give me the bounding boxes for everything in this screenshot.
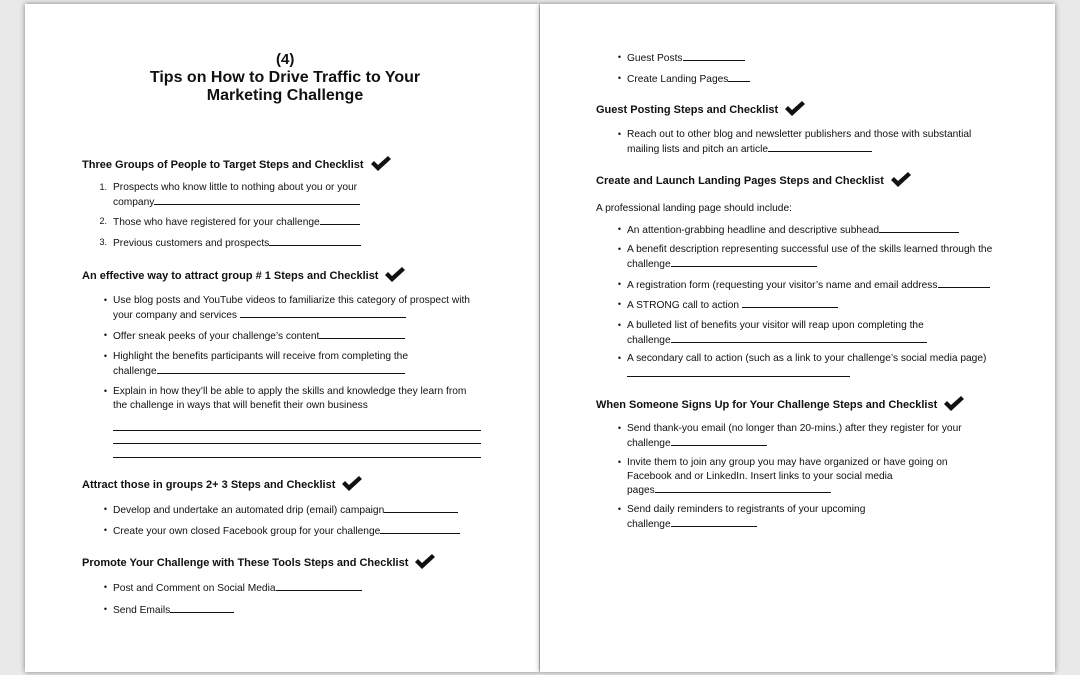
checklist-blank [938, 278, 990, 288]
list-item [617, 319, 1037, 347]
bullet: • [617, 299, 621, 309]
bullet: • [617, 224, 621, 234]
item-text: pages [627, 485, 655, 497]
section-heading-groups-two-three [82, 476, 363, 494]
bullet: • [617, 52, 621, 62]
page-number: (4) [276, 51, 295, 68]
heading-text: Attract those in groups 2+ 3 Steps and Checklist [82, 479, 336, 491]
checkmark-icon [890, 172, 912, 190]
title-line-1: Tips on How to Drive Traffic to Your [149, 69, 421, 86]
checklist-blank [154, 195, 360, 205]
bullet: • [617, 244, 621, 254]
item-text: company [113, 196, 155, 208]
list-number: 3. [99, 237, 107, 247]
bullet: • [617, 457, 621, 467]
list-item [617, 243, 1037, 271]
write-in-line [627, 376, 850, 377]
checklist-blank [384, 503, 458, 513]
item-text: Create your own closed Facebook group for your challenge [113, 526, 381, 537]
item-text: the challenge in ways that will benefit their own business [113, 399, 368, 411]
title-line-2: Marketing Challenge [206, 87, 364, 104]
bullet: • [103, 604, 107, 614]
list-item [617, 223, 1037, 238]
checkmark-icon [341, 476, 363, 494]
heading-text: Promote Your Challenge with These Tools Steps and Checklist [82, 557, 409, 569]
section-heading-target-groups [82, 156, 392, 174]
item-text: Prospects who know little to nothing about you or your [113, 182, 358, 193]
item-text: A secondary call to action (such as a link to your challenge’s social media page) [627, 353, 987, 364]
bullet: • [617, 320, 621, 330]
checklist-blank [742, 298, 838, 308]
heading-text: Three Groups of People to Target Steps and Checklist [82, 159, 364, 171]
item-text: challenge [113, 365, 157, 377]
item-text: Guest Posts [627, 53, 683, 64]
checklist-blank [671, 517, 757, 527]
checklist-blank [879, 223, 959, 233]
checklist-blank [157, 364, 405, 374]
list-number: 2. [99, 216, 107, 226]
checkmark-icon [784, 101, 806, 119]
section-heading-landing-pages [596, 172, 912, 190]
item-text: Explain in how they’ll be able to apply the skills and knowledge they learn from [113, 386, 467, 397]
item-text: Invite them to join any group you may have organized or have going on [627, 457, 948, 468]
section-heading-promote-tools [82, 554, 436, 572]
bullet: • [617, 423, 621, 433]
section-heading-group-one [82, 267, 406, 285]
bullet: • [103, 351, 107, 361]
item-text: challenge [627, 258, 671, 270]
list-item [103, 385, 513, 412]
bullet: • [103, 386, 107, 396]
checkmark-icon [370, 156, 392, 174]
item-text: mailing lists and pitch an article [627, 143, 768, 155]
document-page-left [25, 4, 539, 672]
heading-text: An effective way to attract group # 1 Steps and Checklist [82, 270, 379, 282]
list-item [617, 352, 1037, 366]
item-text: your company and services [113, 309, 240, 321]
section-intro: A professional landing page should include: [596, 203, 792, 214]
bullet: • [103, 504, 107, 514]
checklist-blank [320, 215, 360, 225]
item-text: A registration form (requesting your visitor’s name and email address [627, 280, 938, 291]
list-item [103, 524, 513, 539]
item-text: Send thank-you email (no longer than 20-mins.) after they register for your [627, 423, 962, 434]
list-number: 1. [99, 182, 107, 192]
list-item [617, 278, 1037, 293]
list-item [617, 72, 1027, 87]
item-text: A STRONG call to action [627, 300, 742, 311]
bullet: • [103, 525, 107, 535]
list-item [617, 422, 1037, 450]
checkmark-icon [943, 396, 965, 414]
section-heading-guest-posting [596, 101, 806, 119]
item-text: A benefit description representing successful use of the skills learned through the [627, 244, 993, 255]
list-item [103, 603, 513, 618]
bullet: • [617, 73, 621, 83]
write-in-line [113, 443, 481, 444]
checkmark-icon [384, 267, 406, 285]
list-item [103, 503, 513, 518]
checklist-blank [671, 333, 927, 343]
write-in-line [113, 457, 481, 458]
bullet: • [103, 295, 107, 305]
item-text: Develop and undertake an automated drip (email) campaign [113, 505, 385, 516]
write-in-line [113, 430, 481, 431]
item-text: challenge [627, 518, 671, 530]
list-item [103, 350, 513, 378]
checklist-blank [671, 257, 817, 267]
item-text: Reach out to other blog and newsletter publishers and those with substantial [627, 129, 972, 140]
item-text: Facebook and or LinkedIn. Insert links to your social media [627, 470, 893, 482]
list-item [103, 294, 513, 322]
checklist-blank [269, 236, 361, 246]
item-text: Highlight the benefits participants will receive from completing the [113, 351, 409, 362]
checklist-blank [380, 524, 460, 534]
item-text: A bulleted list of benefits your visitor will reap upon completing the [627, 320, 924, 331]
item-text: Use blog posts and YouTube videos to familiarize this category of prospect with [113, 295, 470, 306]
checkmark-icon [414, 554, 436, 572]
item-text: Those who have registered for your challenge [113, 217, 320, 228]
checklist-blank [319, 329, 405, 339]
list-item [617, 456, 1037, 498]
bullet: • [617, 129, 621, 139]
checklist-blank [728, 72, 750, 82]
list-item [617, 128, 1037, 156]
checklist-blank [170, 603, 234, 613]
section-heading-signs-up [596, 396, 965, 414]
list-item [103, 329, 513, 344]
item-text: Send Emails [113, 605, 171, 616]
checklist-blank [671, 436, 767, 446]
item-text: Create Landing Pages [627, 74, 729, 85]
heading-text: Create and Launch Landing Pages Steps and Checklist [596, 175, 884, 187]
bullet: • [617, 279, 621, 289]
list-item [99, 236, 413, 251]
list-item [99, 215, 413, 230]
item-text: challenge [627, 334, 671, 346]
list-item [617, 298, 1037, 313]
checklist-blank [768, 142, 872, 152]
bullet: • [617, 353, 621, 363]
checklist-blank [240, 308, 406, 318]
checklist-blank [683, 51, 745, 61]
item-text: An attention-grabbing headline and descriptive subhead [627, 225, 880, 236]
heading-text: When Someone Signs Up for Your Challenge Steps and Checklist [596, 399, 938, 411]
checklist-blank [655, 483, 831, 493]
bullet: • [103, 330, 107, 340]
list-item [103, 581, 513, 596]
item-text: Post and Comment on Social Media [113, 583, 276, 594]
item-text: Send daily reminders to registrants of your upcoming [627, 504, 866, 515]
item-text: challenge [627, 437, 671, 449]
heading-text: Guest Posting Steps and Checklist [596, 104, 779, 116]
list-item [99, 181, 413, 209]
list-item [617, 51, 1027, 66]
checklist-blank [276, 581, 362, 591]
item-text: Previous customers and prospects [113, 238, 270, 249]
page-title [135, 69, 435, 105]
bullet: • [617, 504, 621, 514]
bullet: • [103, 582, 107, 592]
document-page-right [540, 4, 1055, 672]
list-item [617, 503, 1037, 531]
item-text: Offer sneak peeks of your challenge’s content [113, 331, 320, 342]
